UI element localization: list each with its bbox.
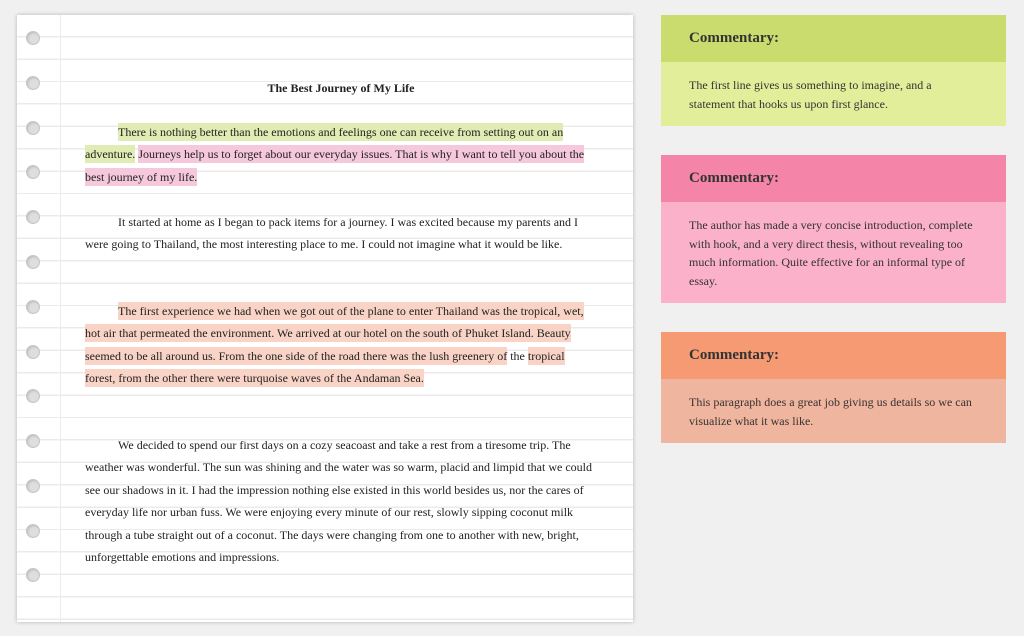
essay-paragraph-2: It started at home as I began to pack items for a journey. I was excited because my parents and I were going to Thailand, the most interesting place to me. I could not imagine what it would be like. (85, 215, 579, 252)
commentary-text: The author has made a very concise introduction, complete with hook, and a very direct thesis, without revealing too much information. Quite effective for an informal type of essay. (661, 202, 1006, 303)
commentary-card-hook (661, 15, 1006, 126)
commentary-card-intro (661, 155, 1006, 303)
binder-hole (26, 210, 40, 224)
binder-hole (26, 389, 40, 403)
commentary-header: Commentary: (661, 15, 1006, 62)
essay-title: The Best Journey of My Life (267, 81, 415, 95)
hook-highlight: There is nothing better than the emotions and feelings one can receive from setting out on an adventure. (85, 125, 564, 162)
detail-highlight: The first experience we had when we got out of the plane to enter Thailand was the tropical, wet, hot air that permeated the environment. We arrived at our hotel on the south of Phuket Island. Beauty seemed to be all around us. From the one side of the road there was the lush greenery of (85, 304, 584, 363)
binder-hole (26, 568, 40, 582)
margin-line (60, 15, 61, 622)
binder-hole (26, 255, 40, 269)
binder-hole (26, 121, 40, 135)
essay-paragraph-4: We decided to spend our first days on a cozy seacoast and take a rest from a tiresome trip. The weather was wonderful. The sun was shining and the water was so warm, placid and limpid that we could see our shadows in it. I had the impression nothing else existed in this world besides us, nor the cares of everyday life nor urban fuss. We were enjoying every minute of our rest, slowly sipping coconut milk through a tube straight out of a coconut. The days were changing from one to another with new, bright, unforgettable emotions and impressions. (85, 438, 592, 565)
essay-paragraph-intro (85, 121, 597, 188)
thesis-highlight: Journeys help us to forget about our everyday issues. That is why I want to tell you about the best journey of my life. (85, 147, 585, 184)
binder-hole (26, 165, 40, 179)
detail-highlight: tropical forest, from the other there were turquoise waves of the Andaman Sea. (85, 348, 565, 386)
commentary-header: Commentary: (661, 155, 1006, 202)
detail-text: the (507, 348, 528, 363)
binder-hole (26, 31, 40, 45)
commentary-text: This paragraph does a great job giving us details so we can visualize what it was like. (661, 379, 1006, 443)
essay-paper (17, 15, 633, 622)
binder-hole (26, 479, 40, 493)
binder-hole (26, 76, 40, 90)
essay-paragraph-3 (85, 300, 597, 390)
binder-hole (26, 524, 40, 538)
binder-hole (26, 434, 40, 448)
commentary-text: The first line gives us something to imagine, and a statement that hooks us upon first glance. (661, 62, 1006, 126)
binder-hole (26, 345, 40, 359)
commentary-header: Commentary: (661, 332, 1006, 379)
commentary-card-details (661, 332, 1006, 443)
binder-hole (26, 300, 40, 314)
